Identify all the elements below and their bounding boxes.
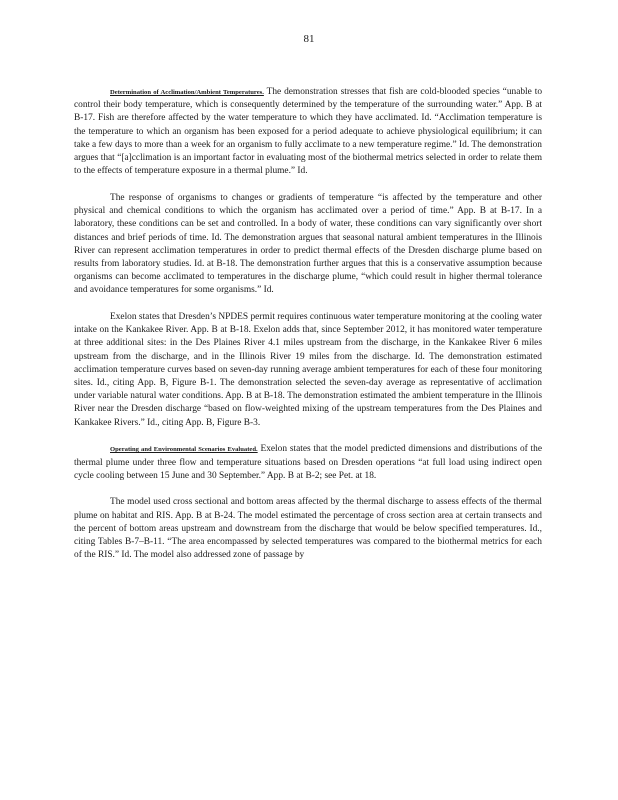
page-number: 81: [303, 33, 315, 45]
section-heading: Determination of Acclimation/Ambient Temperatures.: [110, 89, 264, 96]
document-body: [74, 86, 542, 576]
paragraph-text: Exelon states that the model predicted dimensions and distributions of the thermal plume under three flow and temperature situations based on Dresden operations “at full load using indirect open cycle cooling between 15 June and 30 September.” App. B at B-2; see Pet. at 18.: [74, 444, 542, 481]
section-heading: Operating and Environmental Scenarios Evaluated.: [110, 446, 258, 454]
paragraph-text: The response of organisms to changes or gradients of temperature “is affected by the temperature and other physical and chemical conditions to which the organism has acclimated over a period of time.” App. B at B-17. In a laboratory, these conditions can be set and controlled. In a body of water, these conditions can vary significantly over short distances and brief periods of time. Id. The demonstration argues that seasonal natural ambient temperatures in the Illinois River can represent acclimation temperatures in order to predict thermal effects of the Dresden discharge plume based on results from laboratory studies. Id. at B-18. The demonstration further argues that this is a conservative assumption because organisms can become acclimated to temperatures in the discharge plume, “which could result in higher thermal tolerance and avoidance temperatures for some organisms.” Id.: [74, 192, 542, 296]
paragraph: [74, 192, 542, 298]
paragraph: [74, 496, 542, 562]
paragraph-text: Exelon states that Dresden’s NPDES permit requires continuous water temperature monitoring at the cooling water intake on the Kankakee River. App. B at B-18. Exelon adds that, since September 2012, it has monitored water temperature at three additional sites: in the Des Plaines River 4.1 miles upstream from the discharge, in the Kankakee River 6 miles upstream from the discharge, and in the Illinois River 19 miles from the discharge. Id. The demonstration estimated acclimation temperature curves based on seven-day running average ambient temperatures for each of these four monitoring sites. Id., citing App. B, Figure B-1. The demonstration selected the seven-day average as representative of acclimation under variable natural water conditions. App. B at B-18. The demonstration estimated the ambient temperature in the Illinois River near the Dresden discharge “based on flow-weighted mixing of the upstream temperatures from the Des Plaines and Kankakee Rivers.” Id., citing App. B, Figure B-3.: [74, 312, 542, 428]
paragraph-text: The demonstration stresses that fish are cold-blooded species “unable to control their body temperature, which is consequently determined by the temperature of the surrounding water.” App. B at B-17. Fish are therefore affected by the water temperature to which they have acclimated. Id. “Acclimation temperature is the temperature to which an organism has been exposed for a period adequate to achieve physiological equilibrium; it can take a few days to more than a week for an organism to fully acclimate to a new temperature regime.” Id. The demonstration argues that “[a]cclimation is an important factor in evaluating most of the biothermal metrics selected in order to relate them to the effects of temperature exposure in a thermal plume.” Id.: [74, 87, 543, 177]
paragraph-text: The model used cross sectional and bottom areas affected by the thermal discharge to assess effects of the thermal plume on habitat and RIS. App. B at B-24. The model estimated the percentage of cross section area at certain transects and the percent of bottom areas upstream and downstream from the discharge that would be below specified temperatures. Id., citing Tables B-7–B-11. “The area encompassed by selected temperatures was compared to the biothermal metrics for each of the RIS.” Id. The model also addressed zone of passage by: [74, 497, 542, 561]
paragraph: [74, 311, 542, 430]
paragraph: [74, 86, 542, 178]
paragraph: [74, 443, 542, 483]
